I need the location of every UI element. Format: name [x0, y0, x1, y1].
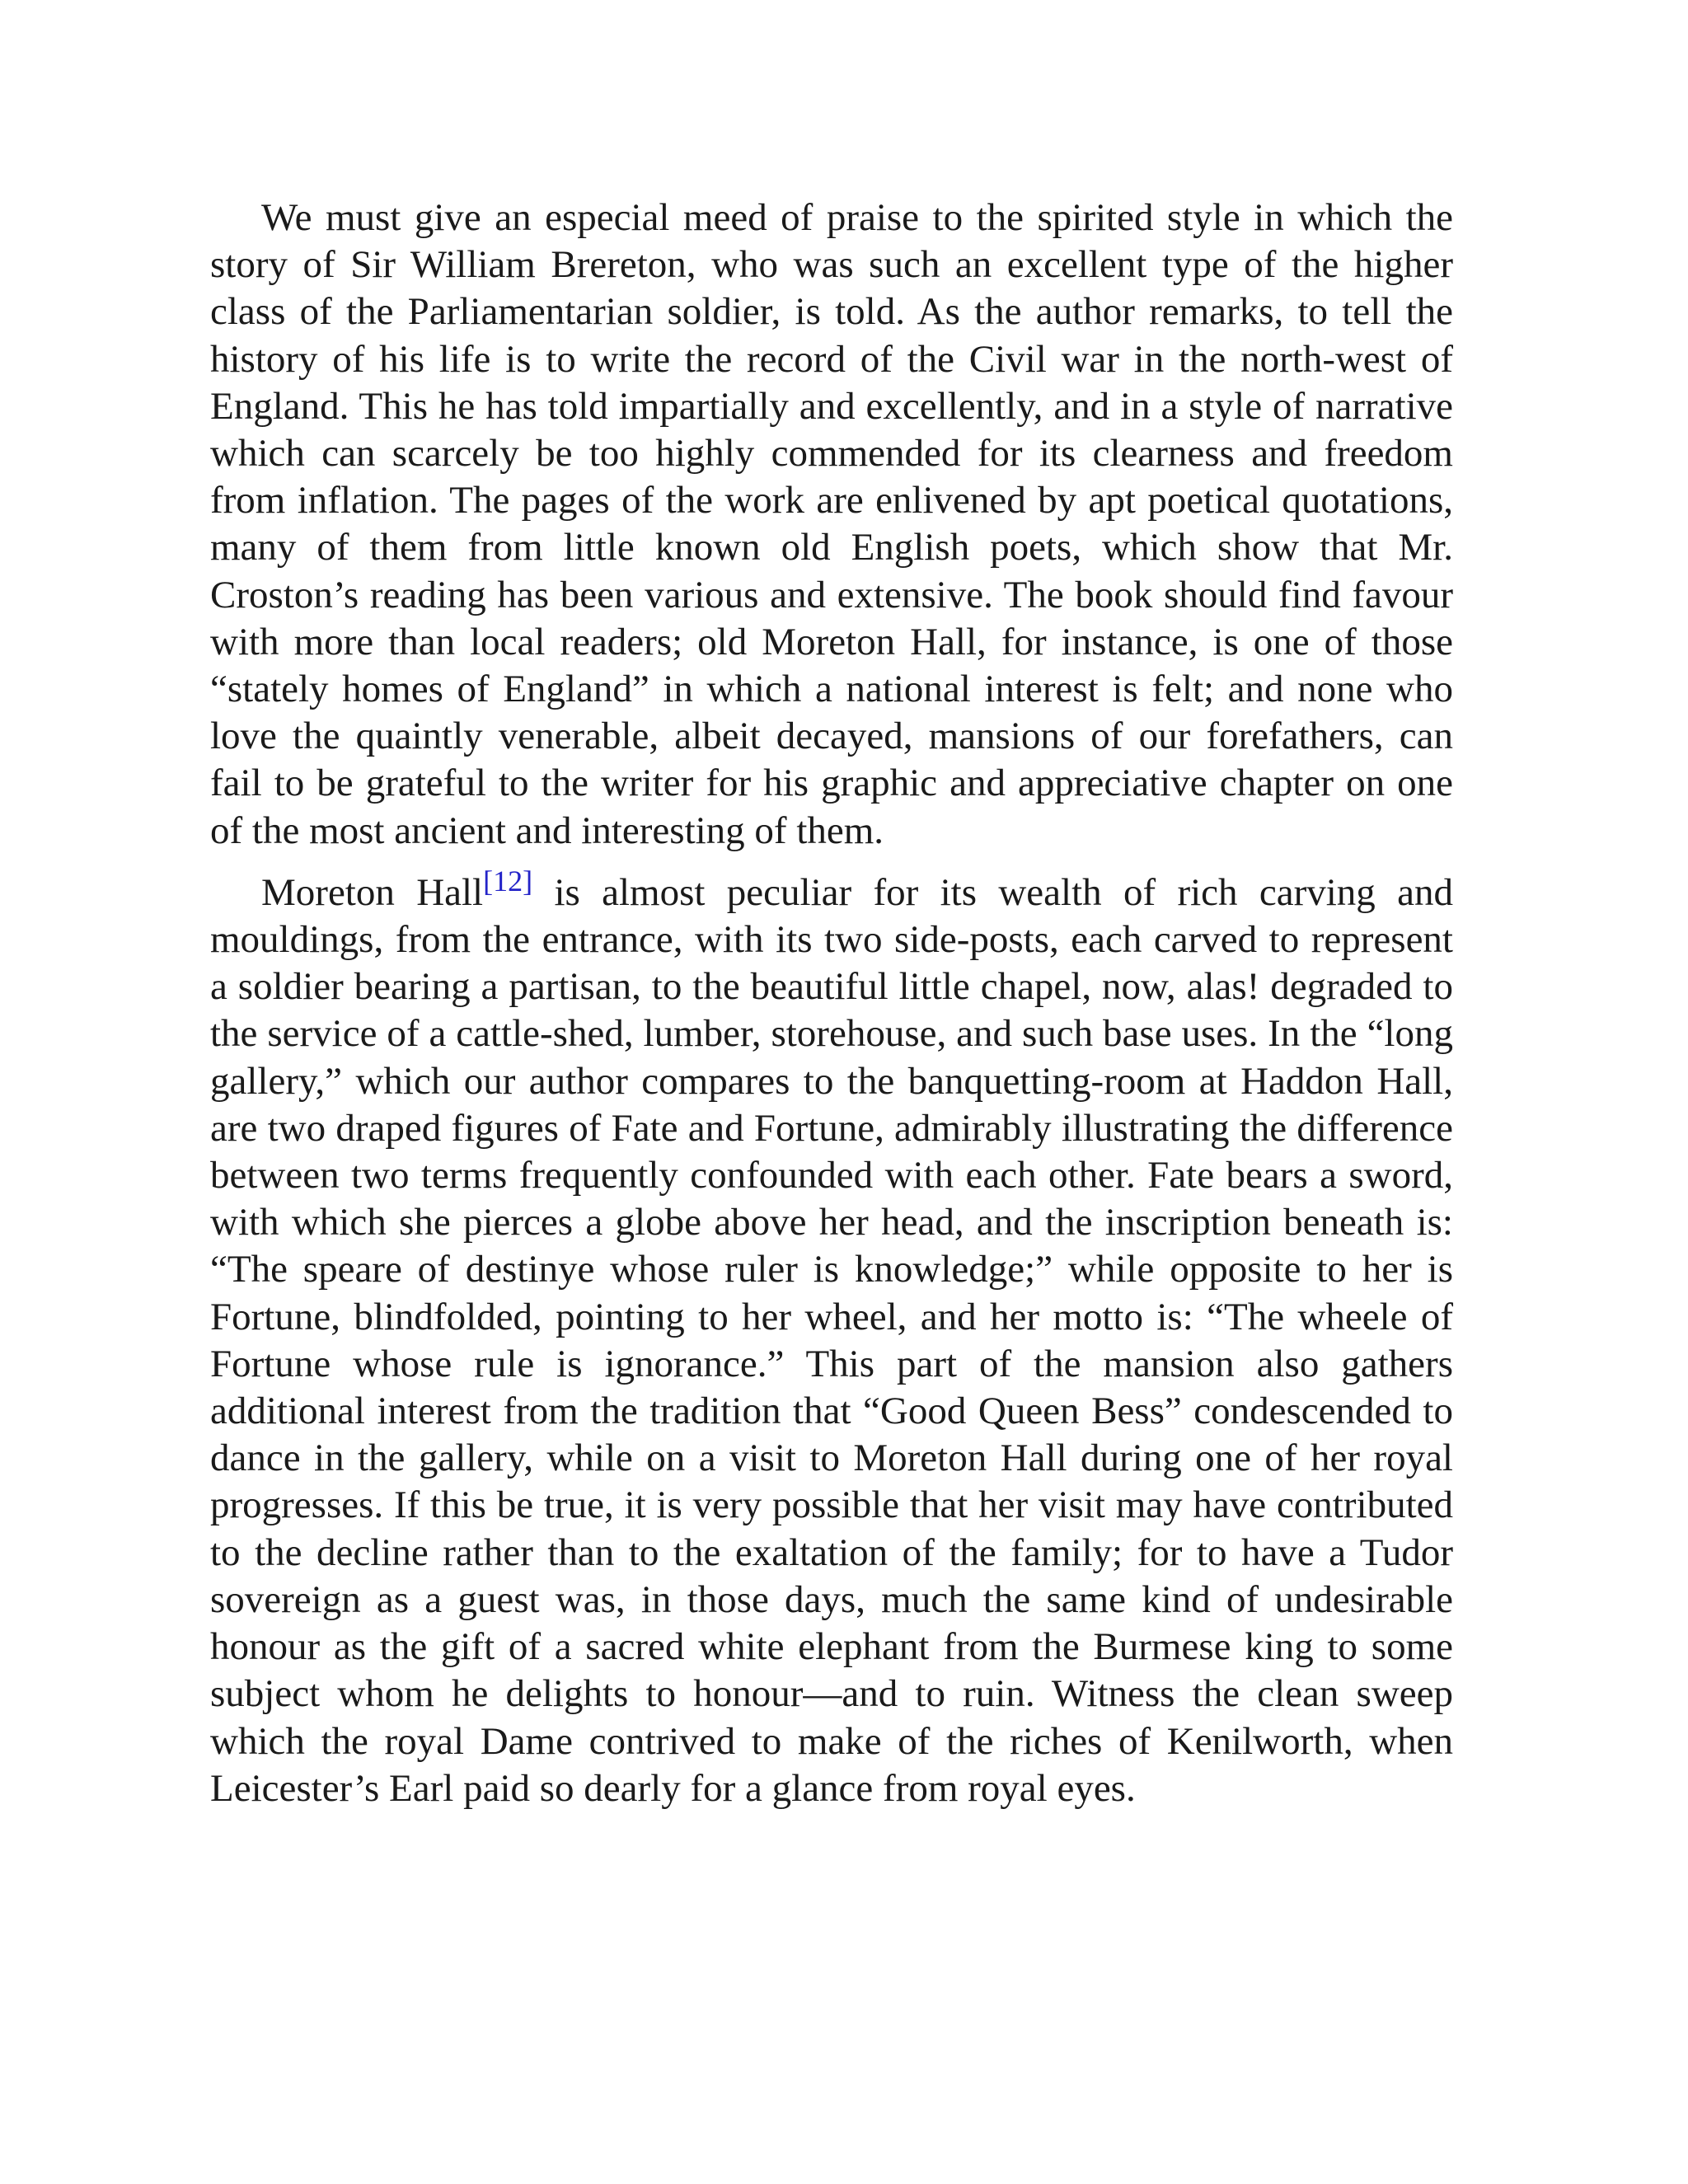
- paragraph-text: is almost peculiar for its wealth of rich carving and mouldings, from the entrance, with its two side-posts, each carved to represent a soldier bearing a partisan, to the beautiful little chapel, now, alas! degraded to the service of a cattle-shed, lumber, storehouse, and such base uses. In the “long gallery,” which our author compares to the banquetting-room at Haddon Hall, are two draped figures of Fate and Fortune, admirably illustrating the difference between two terms frequently confounded with each other. Fate bears a sword, with which she pierces a globe above her head, and the inscription beneath is: “The speare of destinye whose ruler is knowledge;” while opposite to her is Fortune, blindfolded, pointing to her wheel, and her motto is: “The wheele of Fortune whose rule is ignorance.” This part of the mansion also gathers additional interest from the tradition that “Good Queen Bess” condescended to dance in the gallery, while on a visit to Moreton Hall during one of her royal progresses. If this be true, it is very possible that her visit may have contributed to the decline rather than to the exaltation of the family; for to have a Tudor sovereign as a guest was, in those days, much the same kind of undesirable honour as the gift of a sacred white elephant from the Burmese king to some subject whom he delights to honour—and to ruin. Witness the clean sweep which the royal Dame contrived to make of the riches of Kenilworth, when Leicester’s Earl paid so dearly for a glance from royal eyes.: [210, 870, 1454, 1810]
- paragraph-brereton: [210, 194, 1453, 855]
- footnote-link-12[interactable]: [12]: [483, 864, 533, 898]
- paragraph-lead: Moreton Hall: [261, 870, 484, 914]
- paragraph-moreton-hall: [210, 864, 1454, 1812]
- paragraph-text: We must give an especial meed of praise to the spirited style in which the story of Sir William Brereton, who was such an excellent type of the higher class of the Parliamentarian soldier, is told. As the author remarks, to tell the history of his life is to write the record of the Civil war in the north-west of England. This he has told impartially and excellently, and in a style of narrative which can scarcely be too highly commended for its clearness and freedom from inflation. The pages of the work are enlivened by apt poetical quotations, many of them from little known old English poets, which show that Mr. Croston’s reading has been various and extensive. The book should find favour with more than local readers; old Moreton Hall, for instance, is one of those “stately homes of England” in which a national interest is felt; and none who love the quaintly venerable, albeit decayed, mansions of our forefathers, can fail to be grateful to the writer for his graphic and appreciative chapter on one of the most ancient and interesting of them.: [210, 196, 1453, 852]
- document-page: [210, 194, 1453, 1812]
